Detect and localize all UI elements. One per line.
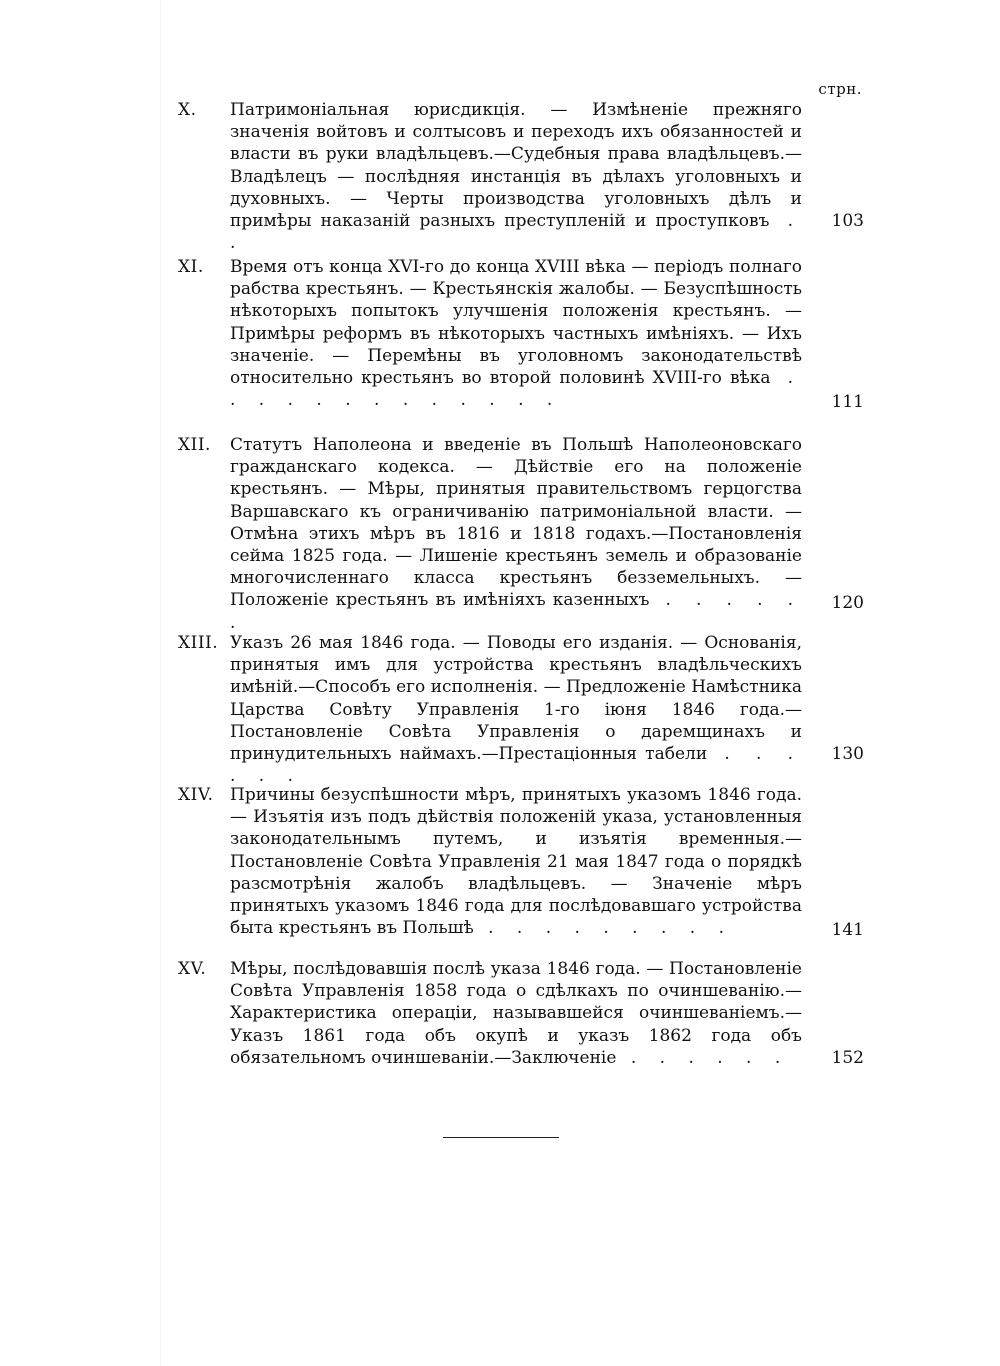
chapter-summary-text: Патримоніальная юрисдикція. — Измѣненіе прежняго значенія войтовъ и солтысовъ и переходъ ихъ обязанностей и власти въ руки владѣльцевъ.—Судебныя права владѣльцевъ.— Владѣлецъ — послѣдняя инстанція въ дѣлахъ уголовныхъ и духовныхъ. — Черты производства уголовныхъ дѣлъ и примѣры наказаній разныхъ преступленій и проступковъ <box>230 100 802 232</box>
chapter-summary <box>230 434 802 634</box>
chapter-summary <box>230 632 802 787</box>
chapter-page-number: 111 <box>831 392 864 412</box>
chapter-numeral: XIV. <box>178 785 214 805</box>
chapter-summary-text: Мѣры, послѣдовавшія послѣ указа 1846 года. — Постановленіе Совѣта Управленія 1858 года о сдѣлкахъ по очиншеванію.—Характеристика операціи, называвшейся очиншеваніемъ.—Указъ 1861 года объ окупѣ и указъ 1862 года объ обязательномъ очиншеваніи.—Заключеніе <box>230 959 802 1068</box>
dot-leader: . . <box>230 211 802 254</box>
dot-leader: . . . . . . <box>230 590 802 633</box>
toc-entry-xv <box>178 958 864 1072</box>
toc-entry-xiii <box>178 632 864 787</box>
scan-edge <box>160 0 161 1366</box>
toc-entry-xi <box>178 256 864 416</box>
toc-entry-xii <box>178 434 864 633</box>
chapter-numeral: XV. <box>178 959 207 979</box>
chapter-summary-text: Время отъ конца XVI-го до конца XVIII вѣка — періодъ полнаго рабства крестьянъ. — Крестьянскія жалобы. — Безуспѣшность нѣкоторыхъ попытокъ улучшенія положенія крестьянъ. — Примѣры реформъ въ нѣкоторыхъ частныхъ имѣніяхъ. — Ихъ значеніе. — Перемѣны въ уголовномъ законодательствѣ относительно крестьянъ во второй половинѣ XVIII-го вѣка <box>230 257 802 389</box>
chapter-page-number: 141 <box>831 920 864 940</box>
chapter-summary <box>230 256 802 411</box>
chapter-numeral: XII. <box>178 435 211 455</box>
toc-entry-x <box>178 99 864 254</box>
dot-leader: . . . . . . <box>616 1047 790 1068</box>
chapter-page-number: 130 <box>831 744 864 764</box>
chapter-summary <box>230 99 802 254</box>
dot-leader: . . . . . . . . . <box>473 918 733 939</box>
page-column-header: стрн. <box>818 80 862 98</box>
dot-leader: . . . . . . <box>230 744 802 787</box>
end-rule <box>443 1137 559 1138</box>
chapter-page-number: 120 <box>831 593 864 613</box>
chapter-summary-text: Указъ 26 мая 1846 года. — Поводы его изданія. — Основанія, принятыя имъ для устройства крестьянъ владѣльческихъ имѣній.—Способъ его исполненія. — Предложеніе Намѣстника Царства Совѣту Управленія 1-го іюня 1846 года.— Постановленіе Совѣта Управленія о даремщинахъ и принудительныхъ наймахъ.—Престаціонныя табели <box>230 633 802 765</box>
chapter-summary-text: Причины безуспѣшности мѣръ, принятыхъ указомъ 1846 года. — Изъятія изъ подъ дѣйствія положеній указа, установленныя законодательнымъ путемъ, и изъятія временныя.—Постановленіе Совѣта Управленія 21 мая 1847 года о порядкѣ разсмотрѣнія жалобъ владѣльцевъ. — Значеніе мѣръ принятыхъ указомъ 1846 года для послѣдовавшаго устройства быта крестьянъ въ Польшѣ <box>230 785 802 939</box>
chapter-numeral: XIII. <box>178 633 219 653</box>
toc-entry-xiv <box>178 784 864 944</box>
chapter-summary <box>230 784 802 939</box>
chapter-page-number: 152 <box>831 1048 864 1068</box>
chapter-numeral: X. <box>178 100 197 120</box>
chapter-numeral: XI. <box>178 257 204 277</box>
chapter-page-number: 103 <box>831 211 864 231</box>
chapter-summary <box>230 958 802 1069</box>
dot-leader: . . . . . . . . . . . . . <box>230 368 802 411</box>
chapter-summary-text: Статутъ Наполеона и введеніе въ Польшѣ Наполеоновскаго гражданскаго кодекса. — Дѣйствіе его на положеніе крестьянъ. — Мѣры, принятыя правительствомъ герцогства Варшавскаго къ ограничиванію патримоніальной власти. — Отмѣна этихъ мѣръ въ 1816 и 1818 годахъ.—Постановленія сейма 1825 года. — Лишеніе крестьянъ земель и образованіе многочисленнаго класса крестьянъ безземельныхъ. — Положеніе крестьянъ въ имѣніяхъ казенныхъ <box>230 435 802 611</box>
